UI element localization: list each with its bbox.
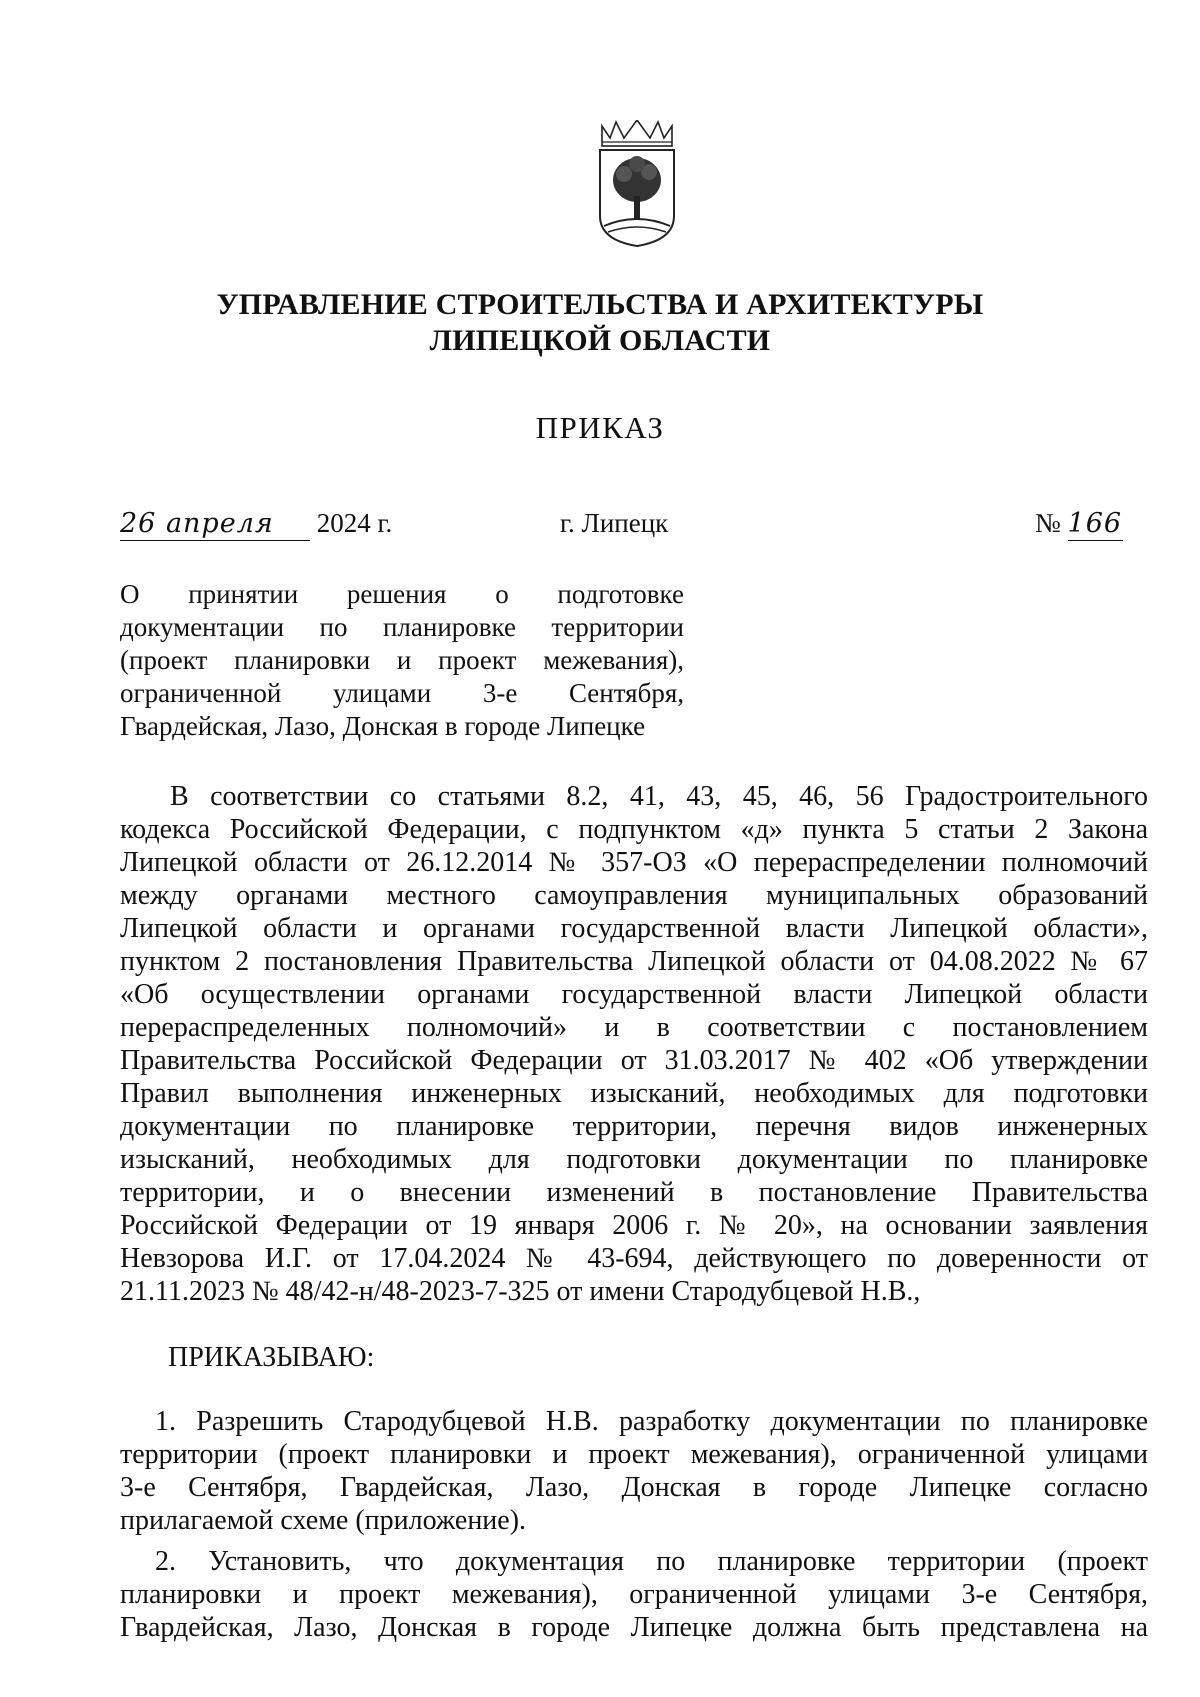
- item-line: 3-е Сентября, Гвардейская, Лазо, Донская в городе Липецке согласно: [120, 1472, 1148, 1503]
- handwritten-number: 166: [1067, 508, 1123, 539]
- item-line: Гвардейская, Лазо, Донская в городе Липецке должна быть представлена на: [120, 1612, 1148, 1643]
- document-year: 2024 г.: [316, 508, 393, 538]
- organization-name-line1: УПРАВЛЕНИЕ СТРОИТЕЛЬСТВА И АРХИТЕКТУРЫ: [216, 288, 984, 321]
- item-line: 1. Разрешить Стародубцевой Н.В. разработку документации по планировке: [155, 1406, 1148, 1437]
- body-line: пунктом 2 постановления Правительства Липецкой области от 04.08.2022 № 67: [120, 946, 1148, 977]
- document-type-title: ПРИКАЗ: [535, 410, 665, 445]
- document-city: г. Липецк: [560, 508, 669, 538]
- handwritten-date: 26 апреля: [120, 508, 310, 541]
- body-line: документации по планировке территории, перечня видов инженерных: [120, 1111, 1148, 1142]
- body-line: 21.11.2023 № 48/42-н/48-2023-7-325 от имени Стародубцевой Н.В.,: [120, 1276, 921, 1307]
- body-line: В соответствии со статьями 8.2, 41, 43, 45, 46, 56 Градостроительного: [170, 781, 1148, 812]
- body-line: Липецкой области от 26.12.2014 № 357-ОЗ «О перераспределении полномочий: [120, 847, 1148, 878]
- order-subject: [120, 578, 684, 743]
- body-line: Липецкой области и органами государственной власти Липецкой области»,: [120, 913, 1148, 944]
- number-prefix: №: [1035, 508, 1061, 538]
- item-line: территории (проект планировки и проект межевания), ограниченной улицами: [120, 1439, 1148, 1470]
- subject-line: Гвардейская, Лазо, Донская в городе Липецке: [120, 711, 646, 741]
- item-line: прилагаемой схеме (приложение).: [120, 1505, 527, 1536]
- subject-line: документации по планировке территории: [120, 612, 684, 642]
- item-line: 2. Установить, что документация по планировке территории (проект: [155, 1546, 1148, 1577]
- lipetsk-coat-of-arms-icon: [594, 120, 680, 248]
- body-line: Невзорова И.Г. от 17.04.2024 № 43-694, действующего по доверенности от: [120, 1243, 1148, 1274]
- body-line: между органами местного самоуправления муниципальных образований: [120, 880, 1148, 911]
- order-item-2: [120, 1545, 1148, 1644]
- subject-line: (проект планировки и проект межевания),: [120, 645, 684, 675]
- document-date: [120, 508, 392, 541]
- preamble-paragraph: [120, 780, 1148, 1308]
- body-line: Российской Федерации от 19 января 2006 г. № 20», на основании заявления: [120, 1210, 1148, 1241]
- order-items: [120, 1405, 1148, 1644]
- document-number: [1035, 508, 1123, 541]
- organization-name-line2: ЛИПЕЦКОЙ ОБЛАСТИ: [429, 324, 771, 357]
- decree-label: ПРИКАЗЫВАЮ:: [168, 1342, 375, 1373]
- body-line: территории, и о внесении изменений в постановление Правительства: [120, 1177, 1148, 1208]
- body-line: Правил выполнения инженерных изысканий, необходимых для подготовки: [120, 1078, 1148, 1109]
- body-line: изысканий, необходимых для подготовки документации по планировке: [120, 1144, 1148, 1175]
- subject-line: ограниченной улицами 3-е Сентября,: [120, 678, 684, 708]
- body-line: кодекса Российской Федерации, с подпунктом «д» пункта 5 статьи 2 Закона: [120, 814, 1148, 845]
- body-line: Правительства Российской Федерации от 31.03.2017 № 402 «Об утверждении: [120, 1045, 1148, 1076]
- body-line: перераспределенных полномочий» и в соответствии с постановлением: [120, 1012, 1148, 1043]
- order-item-1: [120, 1405, 1148, 1537]
- body-line: «Об осуществлении органами государственной власти Липецкой области: [120, 979, 1148, 1010]
- item-line: планировки и проект межевания), ограниченной улицами 3-е Сентября,: [120, 1579, 1148, 1610]
- subject-line: О принятии решения о подготовке: [120, 579, 684, 609]
